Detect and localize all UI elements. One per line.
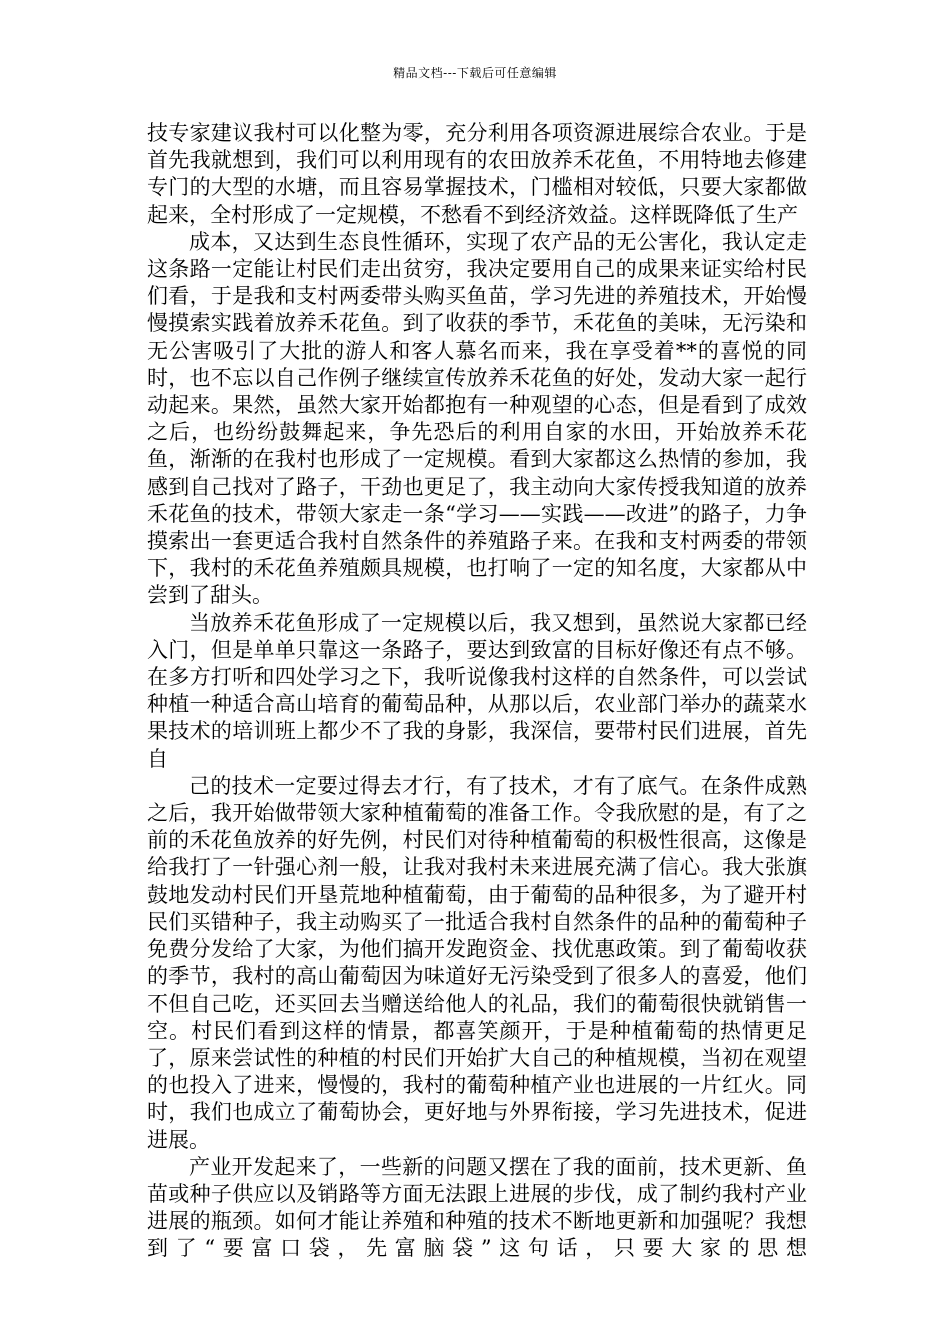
paragraph-4: 己的技术一定要过得去才行，有了技术，才有了底气。在条件成熟之后，我开始做带领大家种植葡萄的准备工作。令我欣慰的是，有了之前的禾花鱼放养的好先例，村民们对待种植葡萄的积极性很高，这像是给我打了一针强心剂一般，让我对我村未来进展充满了信心。我大张旗鼓地发动村民们开垦荒地种植葡萄，由于葡萄的品种很多，为了避开村民们买错种子，我主动购买了一批适合我村自然条件的品种的葡萄种子免费分发给了大家，为他们搞开发跑资金、找优惠政策。到了葡萄收获的季节，我村的高山葡萄因为味道好无污染受到了很多人的喜爱，他们不但自己吃，还买回去当赠送给他人的礼品，我们的葡萄很快就销售一空。村民们看到这样的情景，都喜笑颜开，于是种植葡萄的热情更足了，原来尝试性的种植的村民们开始扩大自己的种植规模，当初在观望的也投入了进来，慢慢的，我村的葡萄种植产业也进展的一片红火。同时，我们也成立了葡萄协会，更好地与外界衔接，学习先进技术，促进进展。 (147, 773, 807, 1152)
paragraph-5: 产业开发起来了，一些新的问题又摆在了我的面前，技术更新、鱼苗或种子供应以及销路等方面无法跟上进展的步伐，成了制约我村产业进展的瓶颈。如何才能让养殖和种殖的技术不断地更新和加强呢？我想到了“要富口袋，先富脑袋”这句话，只要大家的思想 (147, 1154, 807, 1261)
paragraph-1: 技专家建议我村可以化整为零，充分利用各项资源进展综合农业。于是首先我就想到，我们可以利用现有的农田放养禾花鱼，不用特地去修建专门的大型的水塘，而且容易掌握技术，门槛相对较低，只要大家都做起来，全村形成了一定规模，不愁看不到经济效益。这样既降低了生产 (147, 121, 807, 227)
page-header: 精品文档---下载后可任意编辑 (393, 66, 557, 80)
paragraph-2: 成本，又达到生态良性循环，实现了农产品的无公害化，我认定走这条路一定能让村民们走出贫穷，我决定要用自己的成果来证实给村民们看，于是我和支村两委带头购买鱼苗，学习先进的养殖技术，开始慢慢摸索实践着放养禾花鱼。到了收获的季节，禾花鱼的美味，无污染和无公害吸引了大批的游人和客人慕名而来，我在享受着**的喜悦的同时，也不忘以自己作例子继续宣传放养禾花鱼的好处，发动大家一起行动起来。果然，虽然大家开始都抱有一种观望的心态，但是看到了成效之后，也纷纷鼓舞起来，争先恐后的利用自家的水田，开始放养禾花鱼，渐渐的在我村也形成了一定规模。看到大家都这么热情的参加，我感到自己找对了路子，干劲也更足了，我主动向大家传授我知道的放养禾花鱼的技术，带领大家走一条“学习——实践——改进”的路子，力争摸索出一套更适合我村自然条件的养殖路子来。在我和支村两委的带领下，我村的禾花鱼养殖颇具规模，也打响了一定的知名度，大家都从中尝到了甜头。 (147, 229, 807, 608)
document-body (147, 120, 807, 1263)
paragraph-3: 当放养禾花鱼形成了一定规模以后，我又想到，虽然说大家都已经入门，但是单单只靠这一条路子，要达到致富的目标好像还有点不够。在多方打听和四处学习之下，我听说像我村这样的自然条件，可以尝试种植一种适合高山培育的葡萄品种，从那以后，农业部门举办的蔬菜水果技术的培训班上都少不了我的身影，我深信，要带村民们进展，首先自 (147, 610, 807, 771)
